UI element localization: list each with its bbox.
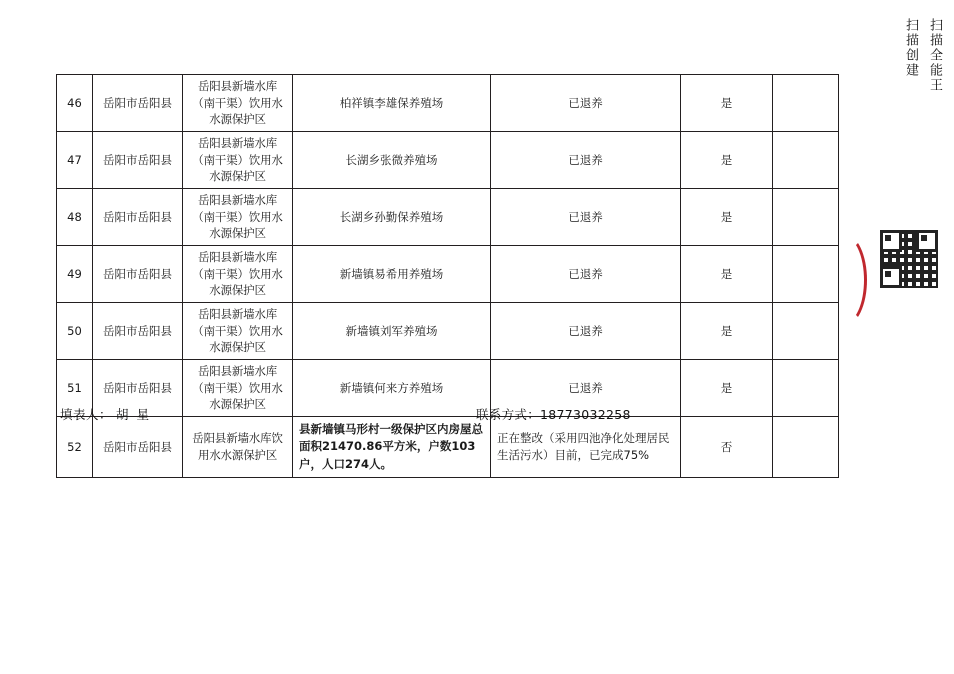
row-number: 49: [57, 246, 93, 303]
row-area: 岳阳市岳阳县: [93, 303, 183, 360]
filler-label: 填表人：: [60, 407, 113, 422]
row-completed: 是: [681, 75, 773, 132]
row-area: 岳阳市岳阳县: [93, 360, 183, 417]
row-problem-name: 新墙镇刘军养殖场: [293, 303, 491, 360]
row-state: 已退养: [491, 189, 681, 246]
footer: [56, 405, 838, 427]
row-completed: 是: [681, 303, 773, 360]
row-area: 岳阳市岳阳县: [93, 132, 183, 189]
row-number: 48: [57, 189, 93, 246]
row-number: 46: [57, 75, 93, 132]
row-problem-name: 县新墙镇马形村一级保护区内房屋总面积21470.86平方米，户数103户，人口274人。: [293, 417, 491, 478]
row-problem-name: 长湖乡孙勤保养殖场: [293, 189, 491, 246]
row-completed: 是: [681, 360, 773, 417]
row-zone: 岳阳县新墙水库（南干渠）饮用水水源保护区: [183, 189, 293, 246]
contact-field: 联系方式：18773032258: [476, 407, 631, 422]
row-completed: 是: [681, 246, 773, 303]
row-zone: 岳阳县新墙水库（南干渠）饮用水水源保护区: [183, 246, 293, 303]
table-row: [57, 303, 839, 360]
table-row: [57, 75, 839, 132]
row-problem-name: 新墙镇何来方养殖场: [293, 360, 491, 417]
table-row: [57, 246, 839, 303]
row-area: 岳阳市岳阳县: [93, 417, 183, 478]
red-arc-mark: [830, 234, 867, 326]
row-area: 岳阳市岳阳县: [93, 75, 183, 132]
row-state: 已退养: [491, 75, 681, 132]
watermark-line2: 扫描创建: [903, 18, 918, 78]
row-completed: 是: [681, 132, 773, 189]
watermark-line1: 扫描全能王: [927, 18, 942, 93]
row-area: 岳阳市岳阳县: [93, 246, 183, 303]
filler-field: [60, 405, 151, 423]
row-zone: 岳阳县新墙水库饮用水水源保护区: [183, 417, 293, 478]
row-number: 50: [57, 303, 93, 360]
row-area: 岳阳市岳阳县: [93, 189, 183, 246]
row-problem-name: 长湖乡张微养殖场: [293, 132, 491, 189]
row-state: 已退养: [491, 132, 681, 189]
filler-name: 胡 星: [116, 407, 151, 422]
row-zone: 岳阳县新墙水库（南干渠）饮用水水源保护区: [183, 75, 293, 132]
row-number: 51: [57, 360, 93, 417]
table-row: [57, 189, 839, 246]
row-zone: 岳阳县新墙水库（南干渠）饮用水水源保护区: [183, 360, 293, 417]
table-row: [57, 132, 839, 189]
row-completed: 否: [681, 417, 773, 478]
scan-watermark: [826, 8, 946, 328]
row-completed: 是: [681, 189, 773, 246]
qr-code-icon: [880, 230, 938, 288]
row-number: 52: [57, 417, 93, 478]
row-number: 47: [57, 132, 93, 189]
row-problem-name: 柏祥镇李雄保养殖场: [293, 75, 491, 132]
row-zone: 岳阳县新墙水库（南干渠）饮用水水源保护区: [183, 303, 293, 360]
row-state: 已退养: [491, 360, 681, 417]
row-state: 已退养: [491, 246, 681, 303]
row-problem-name: 新墙镇易希用养殖场: [293, 246, 491, 303]
row-state: 已退养: [491, 303, 681, 360]
row-zone: 岳阳县新墙水库（南干渠）饮用水水源保护区: [183, 132, 293, 189]
row-state: 正在整改（采用四池净化处理居民生活污水）目前，已完成75%: [491, 417, 681, 478]
